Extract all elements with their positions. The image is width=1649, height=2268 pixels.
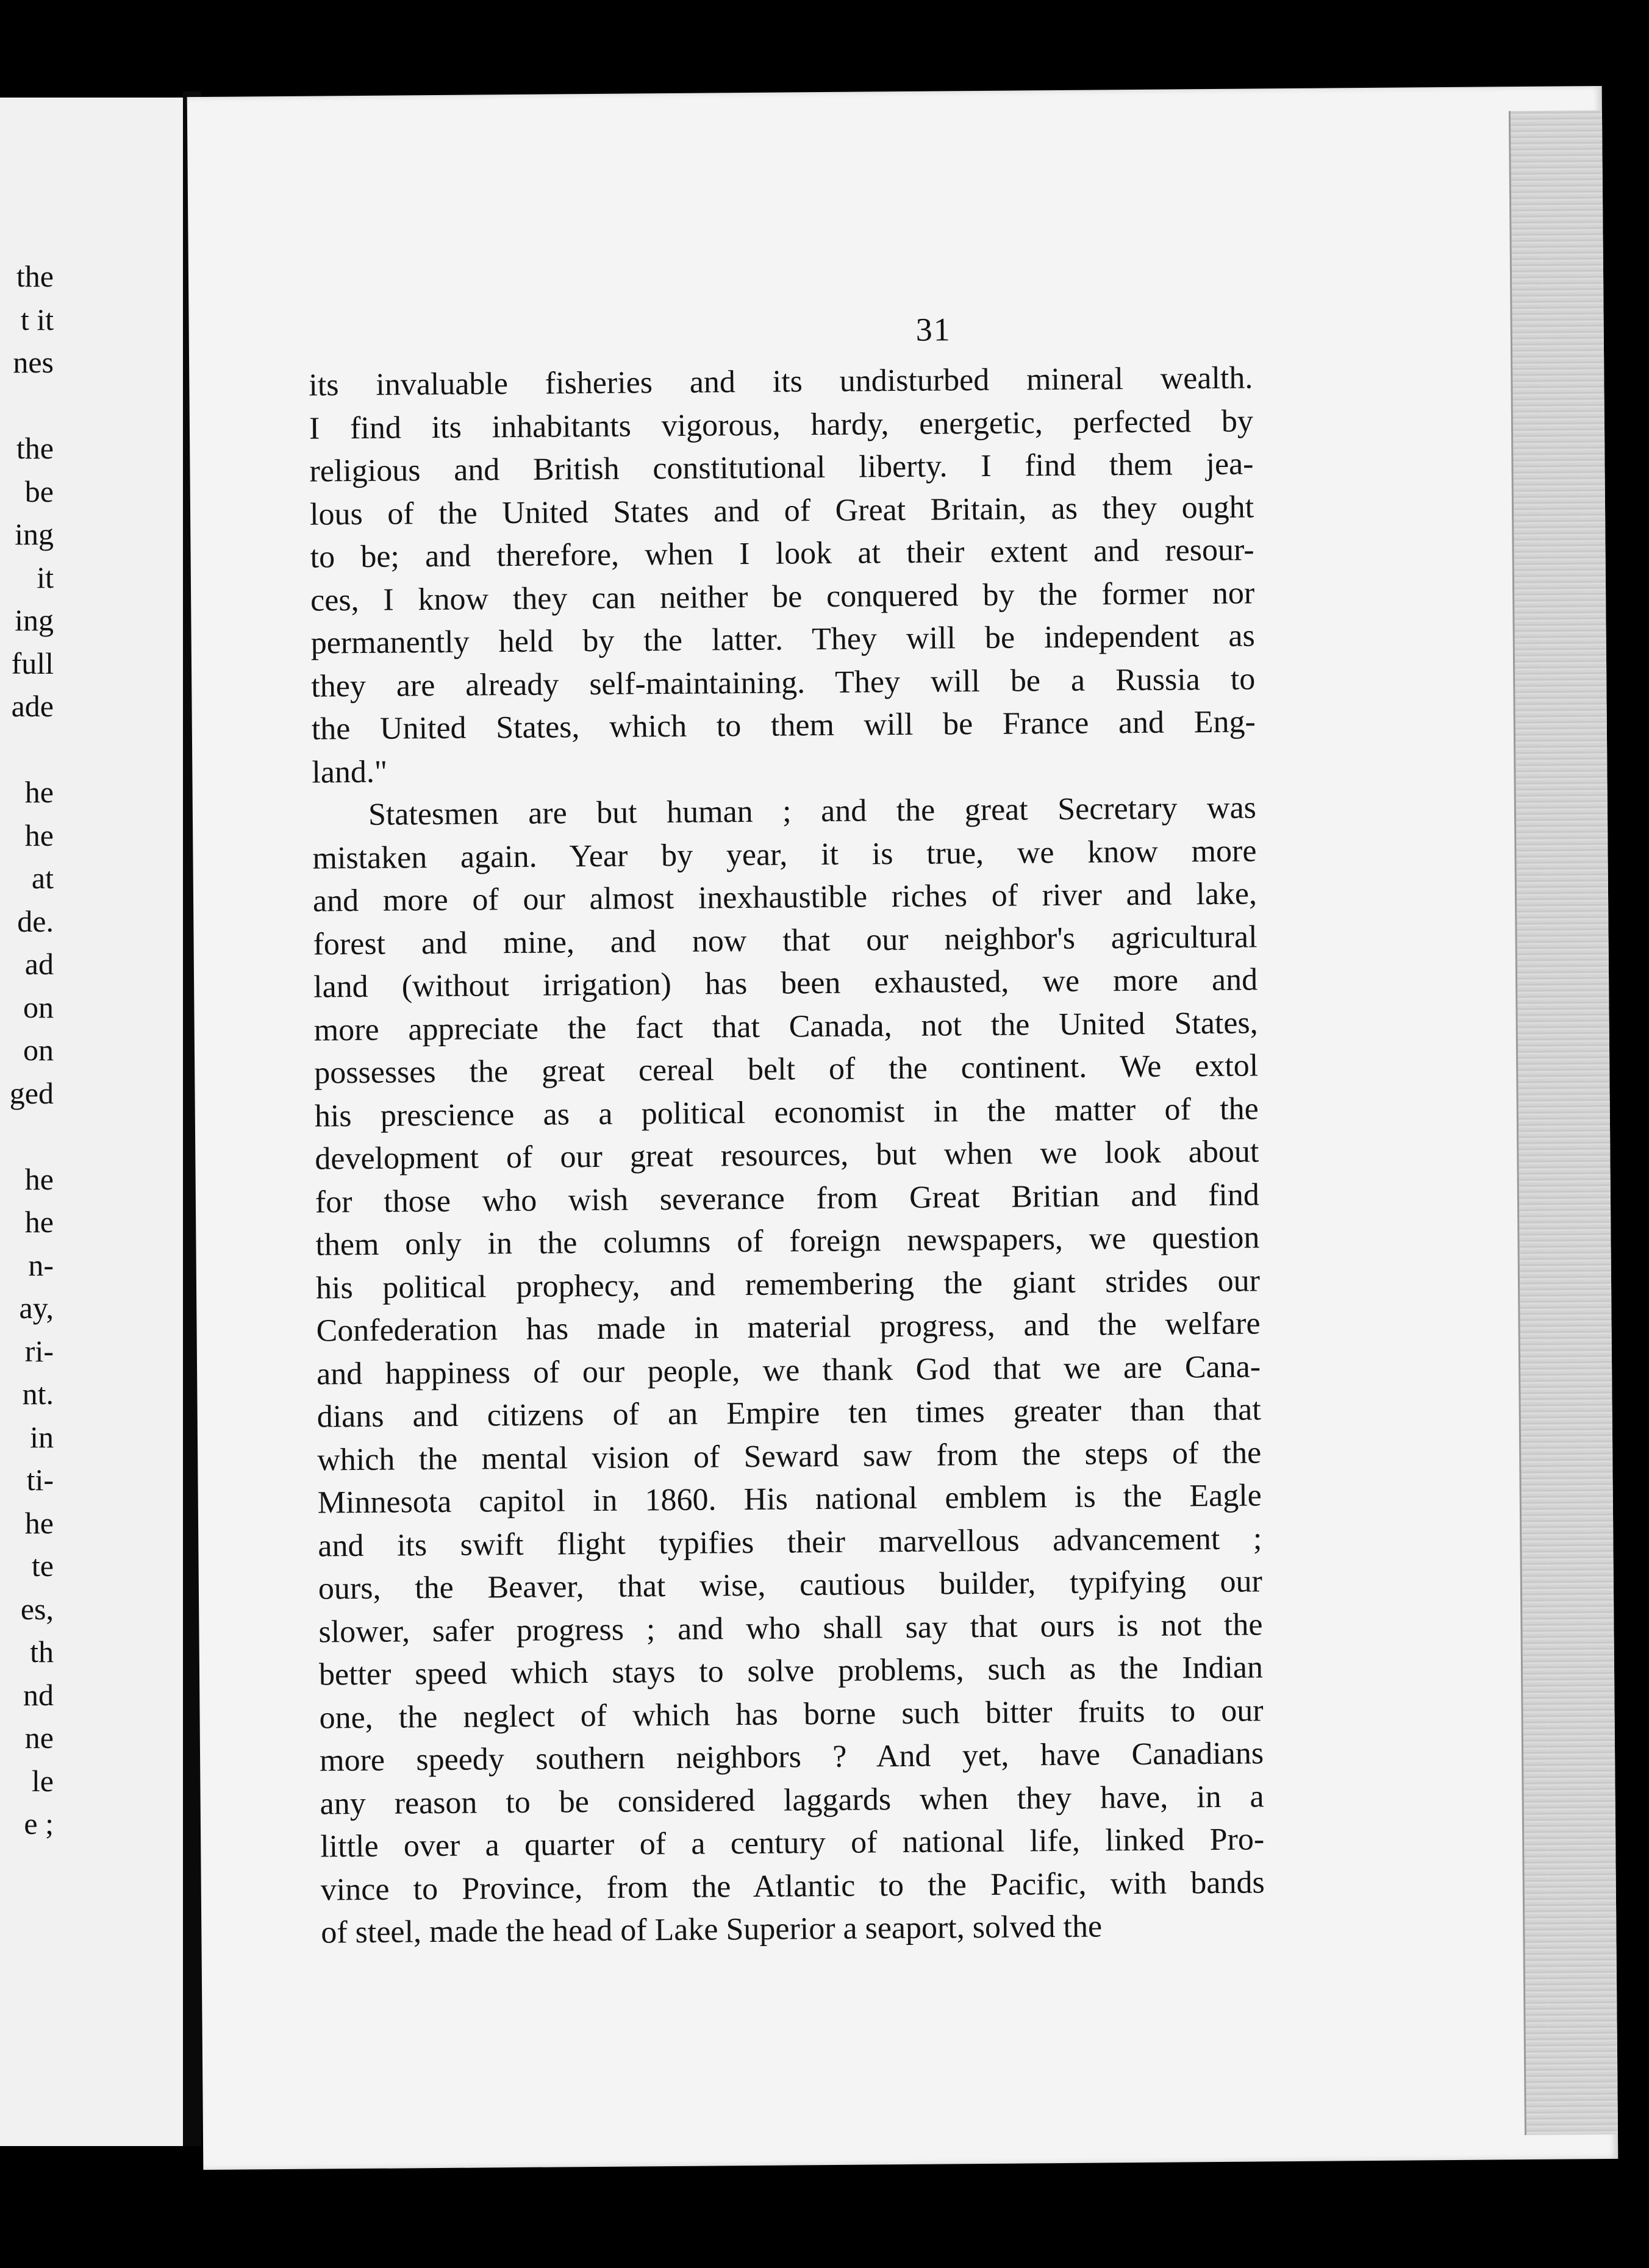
previous-page-fragment: nd — [23, 1677, 54, 1712]
previous-page-fragment: ade — [11, 689, 54, 723]
previous-page-fragment: es, — [20, 1591, 54, 1626]
previous-page-fragment: ri- — [24, 1333, 54, 1368]
text-line: to be; and therefore, when I look at their extent and resour- — [310, 532, 1254, 575]
text-line: I find its inhabitants vigorous, hardy, energetic, perfected by — [309, 403, 1254, 446]
page-edge — [1509, 110, 1618, 2135]
previous-page — [0, 98, 189, 2146]
text-line: dians and citizens of an Empire ten times greater than that — [317, 1392, 1261, 1435]
text-line: land." — [312, 754, 388, 790]
text-line: land (without irrigation) has been exhausted, we more and — [313, 962, 1258, 1005]
previous-page-fragment: th — [30, 1635, 54, 1669]
page-number: 31 — [915, 311, 951, 348]
book-page — [187, 86, 1619, 2170]
text-line: his political prophecy, and remembering the giant strides our — [315, 1263, 1261, 1306]
text-line: permanently held by the latter. They will be independent as — [310, 618, 1255, 661]
previous-page-fragment: n- — [28, 1247, 54, 1282]
previous-page-fragment: te — [31, 1549, 54, 1583]
previous-page-fragment: the — [16, 259, 54, 293]
previous-page-fragment: on — [23, 1033, 54, 1067]
previous-page-fragment: he — [24, 818, 54, 852]
text-line: lous of the United States and of Great Britain, as they ought — [309, 489, 1254, 532]
text-line: ours, the Beaver, that wise, cautious builder, typifying our — [318, 1564, 1263, 1606]
previous-page-fragment: ad — [24, 947, 54, 981]
previous-page-fragment: be — [24, 474, 54, 508]
text-line: mistaken again. Year by year, it is true, we know more — [312, 833, 1257, 876]
previous-page-fragments — [0, 98, 183, 2146]
text-line: Statesmen are but human ; and the great Secretary was — [368, 790, 1257, 832]
text-line: they are already self-maintaining. They will be a Russia to — [311, 661, 1256, 704]
text-line: little over a quarter of a century of national life, linked Pro- — [320, 1822, 1265, 1864]
previous-page-fragment: de. — [17, 904, 54, 938]
previous-page-fragment: the — [16, 431, 54, 465]
text-line: for those who wish severance from Great Britian and find — [315, 1177, 1260, 1220]
text-line: them only in the columns of foreign newspapers, we question — [315, 1220, 1260, 1263]
text-line: vince to Province, from the Atlantic to the Pacific, with bands — [320, 1864, 1265, 1908]
previous-page-fragment: on — [23, 990, 54, 1024]
previous-page-fragment: it — [37, 560, 54, 594]
previous-page-fragment: ged — [9, 1075, 54, 1110]
previous-page-fragment: at — [31, 861, 54, 895]
previous-page-fragment: full — [11, 646, 54, 680]
text-line: and happiness of our people, we thank God that we are Cana- — [316, 1349, 1261, 1392]
previous-page-fragment: he — [24, 1161, 54, 1196]
text-line: which the mental vision of Seward saw from the steps of the — [317, 1435, 1262, 1478]
previous-page-fragment: ti- — [26, 1463, 54, 1497]
text-line: and more of our almost inexhaustible riches of river and lake, — [312, 876, 1257, 919]
text-line: slower, safer progress ; and who shall say that ours is not the — [318, 1606, 1263, 1650]
previous-page-fragment: le — [31, 1763, 54, 1798]
previous-page-fragment: he — [24, 1205, 54, 1239]
previous-page-fragment: nes — [13, 345, 54, 379]
previous-page-fragment: ing — [15, 517, 54, 551]
text-line: better speed which stays to solve problems, such as the Indian — [318, 1650, 1264, 1692]
previous-page-fragment: ing — [15, 603, 54, 637]
previous-page-fragment: e ; — [24, 1806, 54, 1841]
text-line: more appreciate the fact that Canada, not the United States, — [313, 1005, 1258, 1048]
text-line: his prescience as a political economist in the matter of the — [314, 1091, 1259, 1134]
text-line: more speedy southern neighbors ? And yet, have Canadians — [319, 1736, 1264, 1778]
text-line: the United States, which to them will be France and Eng- — [311, 704, 1256, 747]
text-line: development of our great resources, but when we look about — [315, 1134, 1259, 1177]
body-text — [309, 357, 1265, 1955]
text-line: one, the neglect of which has borne such bitter fruits to our — [319, 1692, 1264, 1736]
previous-page-fragment: t it — [20, 302, 54, 337]
text-line: religious and British constitutional liberty. I find them jea- — [309, 446, 1254, 489]
text-line: Confederation has made in material progress, and the welfare — [316, 1306, 1261, 1349]
previous-page-fragment: nt. — [22, 1377, 54, 1411]
text-line: of steel, made the head of Lake Superior a seaport, solved the — [321, 1909, 1103, 1950]
previous-page-fragment: ay, — [19, 1291, 54, 1325]
text-line: its invaluable fisheries and its undisturbed mineral wealth. — [309, 360, 1253, 403]
text-line: any reason to be considered laggards when they have, in a — [320, 1778, 1264, 1822]
text-line: forest and mine, and now that our neighbor's agricultural — [313, 919, 1257, 962]
text-line: Minnesota capitol in 1860. His national emblem is the Eagle — [317, 1478, 1262, 1521]
text-line: possesses the great cereal belt of the continent. We extol — [314, 1048, 1259, 1091]
previous-page-fragment: in — [30, 1419, 54, 1454]
text-line: and its swift flight typifies their marvellous advancement ; — [318, 1521, 1262, 1564]
previous-page-fragment: he — [24, 1505, 54, 1540]
text-line: ces, I know they can neither be conquered by the former nor — [310, 575, 1255, 618]
previous-page-fragment: ne — [24, 1721, 54, 1755]
previous-page-fragment: he — [24, 775, 54, 809]
